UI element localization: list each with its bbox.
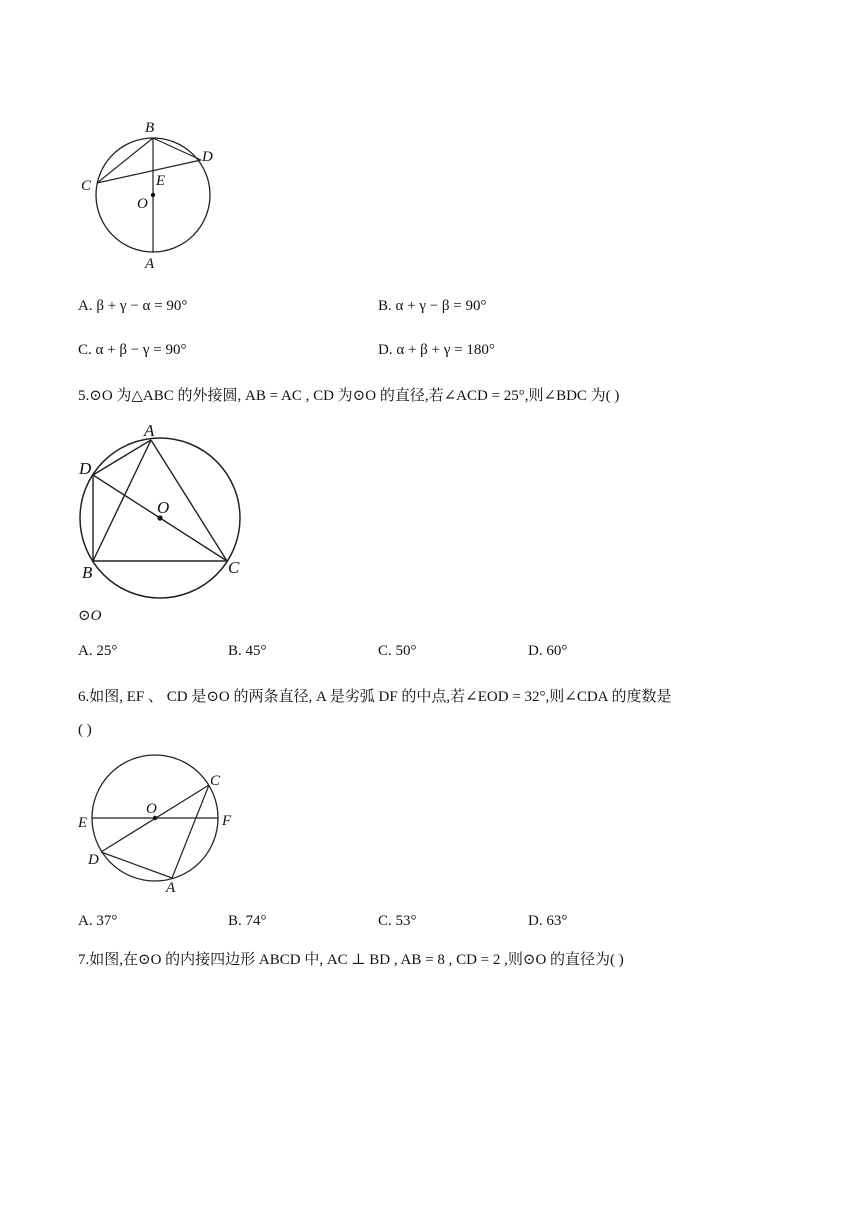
q6-option-a: A. 37°	[78, 913, 118, 929]
q5-caption: ⊙O	[78, 608, 102, 624]
q6-label-d: D	[88, 852, 99, 868]
q5-option-d: D. 60°	[528, 643, 568, 659]
q4-chord-cd	[97, 160, 201, 183]
q4-option-a: A. β + γ − α = 90°	[78, 298, 188, 314]
q6-label-a: A	[166, 880, 176, 895]
q4-label-e: E	[156, 173, 166, 189]
q5-label-d: D	[79, 459, 92, 478]
q4-label-o: O	[137, 196, 148, 212]
q6-option-b: B. 74°	[228, 913, 267, 929]
q6-figure	[70, 745, 250, 895]
q6-label-f: F	[222, 813, 232, 829]
q4-figure	[70, 115, 230, 275]
q4-option-b: B. α + γ − β = 90°	[378, 298, 487, 314]
q7-stem: 7.如图,在⊙O 的内接四边形 ABCD 中, AC ⊥ BD , AB = 8 , CD = 2 ,则⊙O 的直径为( )	[78, 952, 624, 968]
q5-label-b: B	[82, 563, 93, 582]
q6-label-c: C	[210, 773, 221, 789]
q4-center-dot	[151, 193, 155, 197]
q6-option-d: D. 63°	[528, 913, 568, 929]
q4-option-c: C. α + β − γ = 90°	[78, 342, 187, 358]
q6-label-o: O	[146, 801, 157, 817]
q4-label-b: B	[145, 120, 155, 136]
q6-label-e: E	[78, 815, 88, 831]
q6-option-c: C. 53°	[378, 913, 417, 929]
q4-label-c: C	[81, 178, 92, 194]
q6-stem-line2: ( )	[78, 722, 92, 738]
q6-stem-line1: 6.如图, EF 、 CD 是⊙O 的两条直径, A 是劣弧 DF 的中点,若∠EOD = 32°,则∠CDA 的度数是	[78, 689, 672, 705]
q4-option-d: D. α + β + γ = 180°	[378, 342, 495, 358]
q5-option-a: A. 25°	[78, 643, 118, 659]
q6-chord-ca	[172, 785, 209, 878]
q5-label-c: C	[228, 558, 240, 577]
q5-figure	[70, 420, 250, 605]
q5-label-o: O	[157, 498, 170, 517]
q4-chord-bd	[153, 138, 201, 160]
q4-label-d: D	[202, 149, 213, 165]
q5-stem: 5.⊙O 为△ABC 的外接圆, AB = AC , CD 为⊙O 的直径,若∠ACD = 25°,则∠BDC 为( )	[78, 388, 620, 404]
q5-option-c: C. 50°	[378, 643, 417, 659]
q5-option-b: B. 45°	[228, 643, 267, 659]
q5-label-a: A	[144, 421, 155, 440]
q4-label-a: A	[145, 256, 155, 272]
q6-chord-da	[101, 852, 172, 878]
